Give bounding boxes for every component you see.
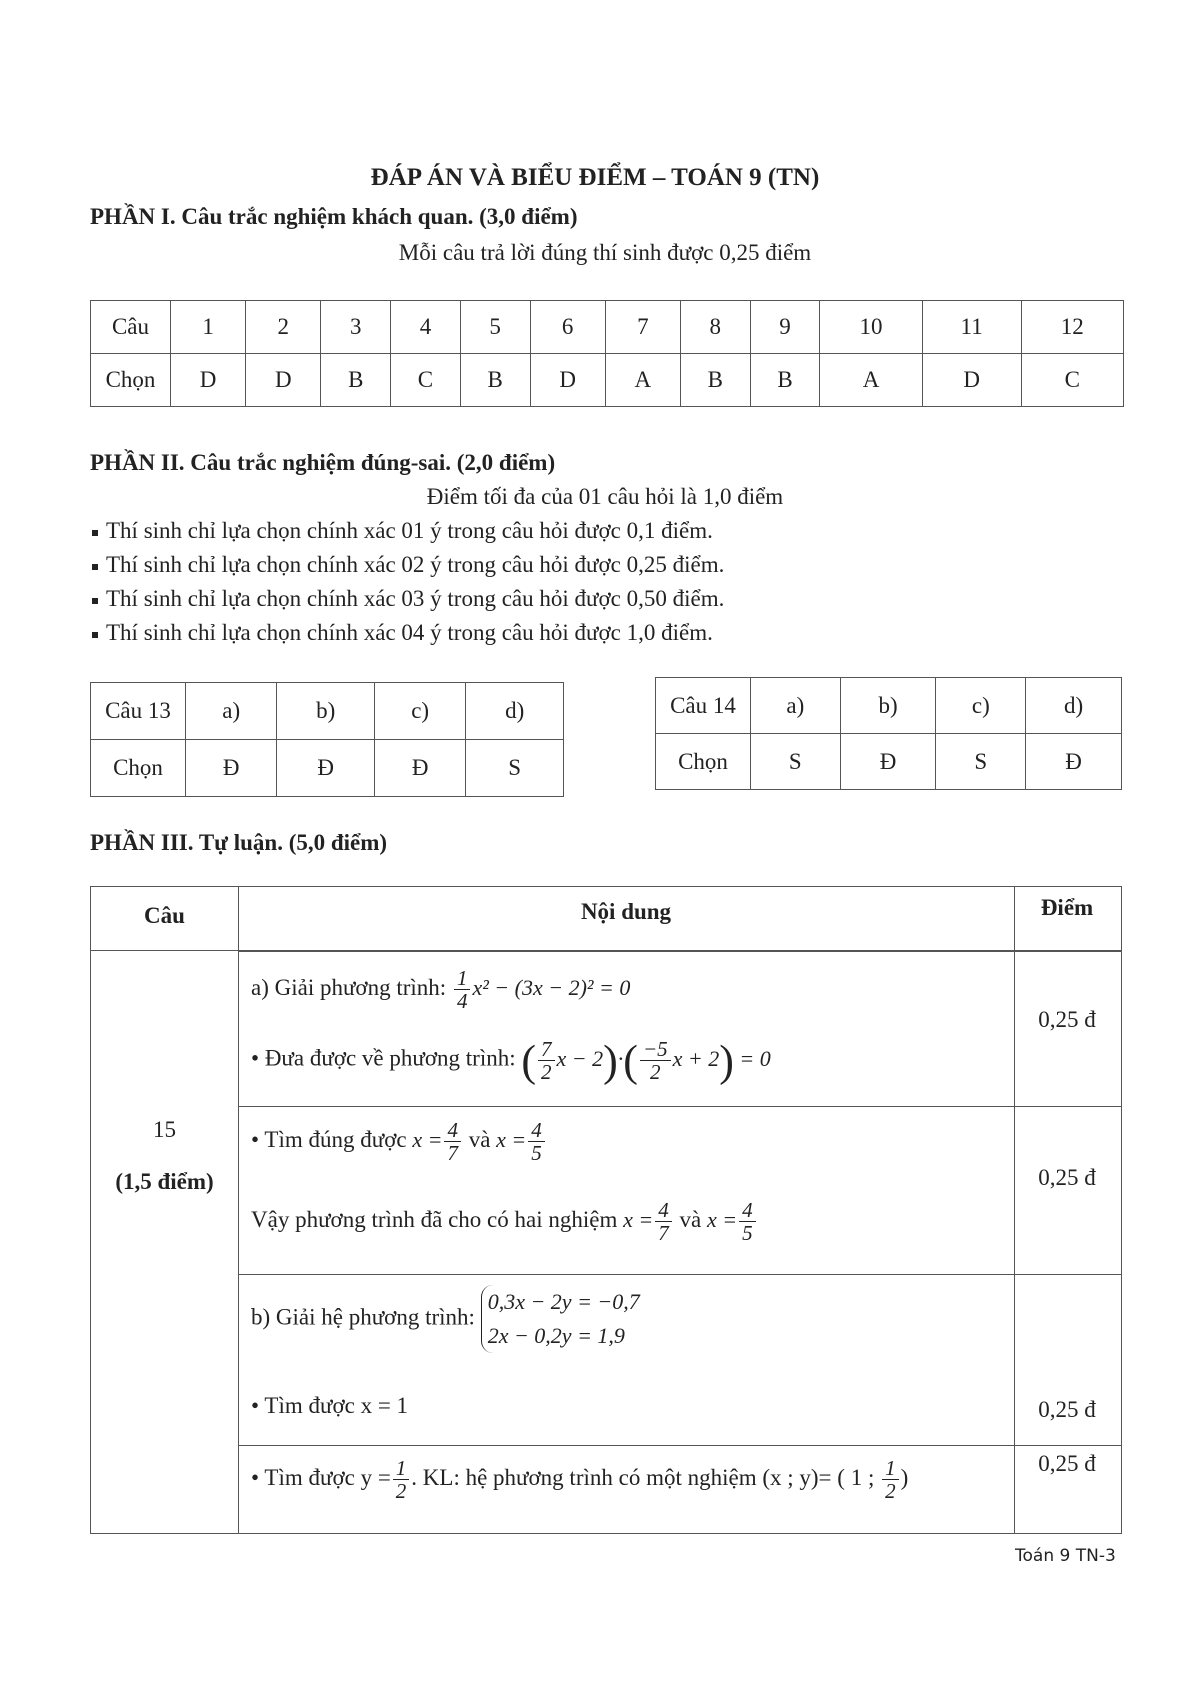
part1-answer-cell: D bbox=[171, 354, 246, 407]
part1-question-cell: 11 bbox=[922, 301, 1021, 354]
part1-question-cell: 9 bbox=[750, 301, 820, 354]
col-header-content: Nội dung bbox=[580, 899, 672, 924]
part1-heading: PHẦN I. Câu trắc nghiệm khách quan. (3,0 điểm) bbox=[90, 204, 578, 229]
part-b-step2-pre: Tìm được y = bbox=[264, 1464, 391, 1490]
q13-answer: Đ bbox=[374, 740, 465, 797]
q13-answer: Đ bbox=[186, 740, 277, 797]
question-points: (1,5 điểm) bbox=[115, 1169, 214, 1194]
part-a-prompt-text: a) Giải phương trình: bbox=[251, 974, 447, 1000]
q14-answer: S bbox=[751, 734, 841, 790]
part1-row-label-choice: Chọn bbox=[91, 354, 171, 407]
part2-rule bbox=[92, 518, 713, 544]
part-a-prompt: a) Giải phương trình: $\frac{1}{4}$ x² − (3x − 2)² = 0 bbox=[251, 966, 631, 1013]
q14-item: a) bbox=[751, 678, 841, 734]
q13-label: Câu 13 bbox=[91, 683, 186, 740]
q13-row-label: Chọn bbox=[91, 740, 186, 797]
part1-answer-table bbox=[90, 300, 1124, 407]
part3-header-row bbox=[90, 886, 1122, 950]
q14-answer: Đ bbox=[840, 734, 936, 790]
part-a-step2: • Tìm đúng được x = $\frac{4}{7}$ và x = $\frac{4}{5}$ bbox=[251, 1119, 547, 1164]
part1-question-cell: 3 bbox=[321, 301, 391, 354]
points-cell: 0,25 đ bbox=[1038, 1007, 1096, 1032]
part1-answer-cell: D bbox=[530, 354, 605, 407]
q14-row-label: Chọn bbox=[656, 734, 751, 790]
q13-item: c) bbox=[374, 683, 465, 740]
part1-answer-cell: B bbox=[680, 354, 750, 407]
part-b-step2-post: . KL: hệ phương trình có một nghiệm (x ; y)= ( 1 ; bbox=[411, 1464, 875, 1490]
part1-question-cell: 8 bbox=[680, 301, 750, 354]
bullet-dot: • bbox=[251, 1393, 260, 1418]
q13-answer: Đ bbox=[277, 740, 375, 797]
part2-heading: PHẦN II. Câu trắc nghiệm đúng-sai. (2,0 điểm) bbox=[90, 450, 556, 475]
bullet-dot: • bbox=[251, 1045, 260, 1071]
part1-answer-cell: B bbox=[321, 354, 391, 407]
q14-item: c) bbox=[936, 678, 1026, 734]
part-a-step1-text: Đưa được về phương trình: bbox=[264, 1045, 516, 1071]
bullet-dot: • bbox=[251, 1464, 260, 1490]
page-title: ĐÁP ÁN VÀ BIỂU ĐIỂM – TOÁN 9 (TN) bbox=[370, 164, 820, 191]
q13-item: d) bbox=[466, 683, 564, 740]
part1-question-cell: 12 bbox=[1021, 301, 1123, 354]
part3-heading: PHẦN III. Tự luận. (5,0 điểm) bbox=[90, 830, 388, 855]
part2-rule bbox=[92, 552, 724, 578]
part1-answer-cell: D bbox=[246, 354, 321, 407]
part-b-step2: • Tìm được y = $\frac{1}{2}$ . KL: hệ phương trình có một nghiệm (x ; y)= ( 1 ; $\frac{1}{2}$ ) bbox=[251, 1456, 909, 1503]
part-b-prompt bbox=[251, 1285, 640, 1353]
part1-question-cell: 4 bbox=[391, 301, 461, 354]
rule-text: Thí sinh chỉ lựa chọn chính xác 01 ý trong câu hỏi được 0,1 điểm. bbox=[106, 518, 713, 543]
col-header-question: Câu bbox=[144, 903, 185, 928]
q14-answer: Đ bbox=[1026, 734, 1122, 790]
rule-text: Thí sinh chỉ lựa chọn chính xác 03 ý trong câu hỏi được 0,50 điểm. bbox=[106, 586, 725, 611]
part1-question-cell: 10 bbox=[820, 301, 922, 354]
equation-2: 2x − 0,2y = 1,9 bbox=[487, 1323, 625, 1348]
question-number: 15 bbox=[153, 1117, 176, 1142]
bullet-icon bbox=[92, 598, 98, 604]
part1-answer-cell: D bbox=[922, 354, 1021, 407]
and-word: và bbox=[679, 1206, 702, 1232]
part2-rule bbox=[92, 620, 713, 646]
q14-answer: S bbox=[936, 734, 1026, 790]
part-b-step1 bbox=[251, 1393, 408, 1419]
q13-answer: S bbox=[466, 740, 564, 797]
q14-table bbox=[655, 677, 1122, 790]
equation-system bbox=[481, 1285, 640, 1353]
part-a-step2-text: Tìm đúng được bbox=[264, 1126, 407, 1152]
bullet-icon bbox=[92, 632, 98, 638]
part1-question-cell: 1 bbox=[171, 301, 246, 354]
q14-item: b) bbox=[840, 678, 936, 734]
bullet-icon bbox=[92, 530, 98, 536]
part2-note: Điểm tối đa của 01 câu hỏi là 1,0 điểm bbox=[426, 484, 784, 509]
page-footer: Toán 9 TN-3 bbox=[1015, 1546, 1116, 1566]
points-cell: 0,25 đ bbox=[1038, 1165, 1096, 1190]
part3-body bbox=[90, 950, 1122, 1534]
part1-question-cell: 5 bbox=[460, 301, 530, 354]
equation-1: 0,3x − 2y = −0,7 bbox=[487, 1289, 640, 1314]
bullet-icon bbox=[92, 564, 98, 570]
part1-question-cell: 6 bbox=[530, 301, 605, 354]
points-cell: 0,25 đ bbox=[1038, 1397, 1096, 1422]
and-word: và bbox=[468, 1126, 491, 1152]
part-a-step1: • Đưa được về phương trình: ( $\frac{7}{2}$ x − 2)·( $\frac{-5}{2}$ x + 2) = 0 bbox=[251, 1036, 771, 1085]
col-header-points: Điểm bbox=[1040, 895, 1094, 920]
rule-text: Thí sinh chỉ lựa chọn chính xác 02 ý trong câu hỏi được 0,25 điểm. bbox=[106, 552, 725, 577]
rule-text: Thí sinh chỉ lựa chọn chính xác 04 ý trong câu hỏi được 1,0 điểm. bbox=[106, 620, 713, 645]
part1-answer-cell: C bbox=[391, 354, 461, 407]
part1-row-label-question: Câu bbox=[91, 301, 171, 354]
q14-label: Câu 14 bbox=[656, 678, 751, 734]
part1-answer-cell: C bbox=[1021, 354, 1123, 407]
part1-question-cell: 2 bbox=[246, 301, 321, 354]
q13-item: b) bbox=[277, 683, 375, 740]
part1-note: Mỗi câu trả lời đúng thí sinh được 0,25 điểm bbox=[398, 240, 812, 265]
part1-question-cell: 7 bbox=[605, 301, 680, 354]
part-a-conclusion: Vậy phương trình đã cho có hai nghiệm x = $\frac{4}{7}$ và x = $\frac{4}{5}$ bbox=[251, 1199, 758, 1244]
part1-answer-cell: B bbox=[750, 354, 820, 407]
points-cell: 0,25 đ bbox=[1038, 1451, 1096, 1476]
part1-answer-cell: B bbox=[460, 354, 530, 407]
part-b-prompt-text: b) Giải hệ phương trình: bbox=[251, 1304, 475, 1330]
part-a-conclusion-text: Vậy phương trình đã cho có hai nghiệm bbox=[251, 1206, 618, 1232]
bullet-dot: • bbox=[251, 1126, 260, 1152]
q14-item: d) bbox=[1026, 678, 1122, 734]
part-b-step1-text: Tìm được x = 1 bbox=[264, 1393, 409, 1418]
fraction: $\frac{1}{4}$ bbox=[454, 967, 471, 1012]
part1-answer-cell: A bbox=[820, 354, 922, 407]
part1-answer-cell: A bbox=[605, 354, 680, 407]
part2-rule bbox=[92, 586, 724, 612]
q13-table bbox=[90, 682, 564, 797]
q13-item: a) bbox=[186, 683, 277, 740]
